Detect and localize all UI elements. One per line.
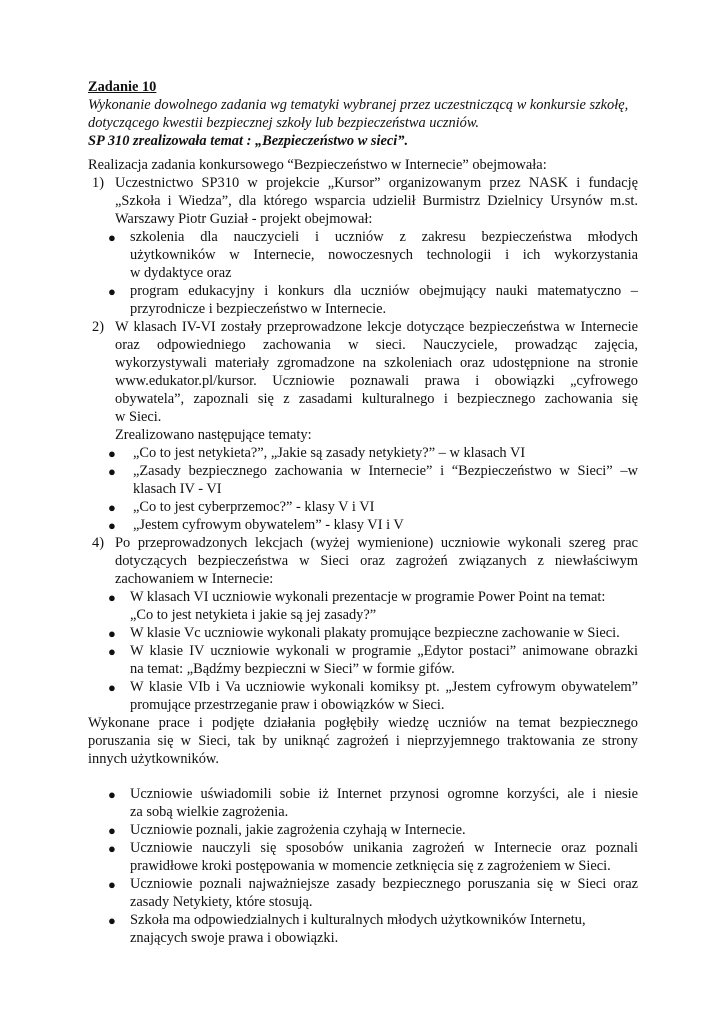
list-item: W klasie VIb i Va uczniowie wykonali komiksy pt. „Jestem cyfrowym obywatelem” xyxy=(130,679,638,695)
item2-line: wykorzystywali materiały zgromadzone na szkoleniach oraz udostępnione na stronie xyxy=(115,355,638,371)
list-number: 1) xyxy=(92,175,104,191)
list-item: w dydaktyce oraz xyxy=(130,265,232,281)
item4-line: zachowaniem w Internecie: xyxy=(115,571,274,587)
list-item: W klasie Vc uczniowie wykonali plakaty promujące bezpieczne zachowanie w Sieci. xyxy=(130,625,620,641)
item2-line: Zrealizowano następujące tematy: xyxy=(115,427,312,443)
bullet-icon: ● xyxy=(108,230,116,245)
bullet-icon: ● xyxy=(108,464,116,479)
outcome-item: Uczniowie poznali, jakie zagrożenia czyhają w Internecie. xyxy=(130,822,466,838)
list-item: na temat: „Bądźmy bezpieczni w Sieci” w formie gifów. xyxy=(130,661,455,677)
outcome-item: za sobą wielkie zagrożenia. xyxy=(130,804,289,820)
item2-line: W klasach IV-VI zostały przeprowadzone lekcje dotyczące bezpieczeństwa w Internecie xyxy=(115,319,638,335)
item4-line: Po przeprowadzonych lekcjach (wyżej wymienione) uczniowie wykonali szereg prac xyxy=(115,535,638,551)
item2-line: www.edukator.pl/kursor. Uczniowie poznawali prawa i obowiązki „cyfrowego xyxy=(115,373,638,389)
outcome-item: zasady Netykiety, które stosują. xyxy=(130,894,313,910)
item1-line: Warszawy Piotr Guział - projekt obejmował: xyxy=(115,211,373,227)
item1-line: „Szkoła i Wiedza”, dla którego wsparcia udzielił Burmistrz Dzielnicy Ursynów m.st. xyxy=(115,193,638,209)
outcome-item: znających swoje prawa i obowiązki. xyxy=(130,930,339,946)
bullet-icon: ● xyxy=(108,680,116,695)
item4-line: dotyczących bezpieczeństwa w Sieci oraz zagrożeń związanych z niewłaściwym xyxy=(115,553,638,569)
list-item: promujące przestrzeganie praw i obowiązków w Sieci. xyxy=(130,697,445,713)
outcome-item: Uczniowie nauczyli się sposobów unikania zagrożeń w Internecie oraz poznali xyxy=(130,840,638,856)
item2-line: oraz odpowiedniego zachowania w sieci. Nauczyciele, prowadząc zajęcia, xyxy=(115,337,638,353)
bullet-icon: ● xyxy=(108,823,116,838)
outcome-item: prawidłowe kroki postępowania w momencie zetknięcia się z zagrożeniem w Sieci. xyxy=(130,858,611,874)
bullet-icon: ● xyxy=(108,626,116,641)
list-item: przyrodnicze i bezpieczeństwo w Internecie. xyxy=(130,301,387,317)
bullet-icon: ● xyxy=(108,841,116,856)
item1-line: Uczestnictwo SP310 w projekcie „Kursor” organizowanym przez NASK i fundację xyxy=(115,175,638,191)
list-item: klasach IV - VI xyxy=(133,481,222,497)
bullet-icon: ● xyxy=(108,446,116,461)
outcome-item: Uczniowie poznali najważniejsze zasady bezpiecznego poruszania się w Sieci oraz xyxy=(130,876,638,892)
item2-line: obywatela”, zapoznali się z zasadami kulturalnego i bezpiecznego zachowania się xyxy=(115,391,638,407)
list-item: „Co to jest netykieta i jakie są jej zasady?” xyxy=(130,607,377,623)
bullet-icon: ● xyxy=(108,284,116,299)
task-description-line: dotyczącego kwestii bezpiecznej szkoły lub bezpieczeństwa uczniów. xyxy=(88,115,479,131)
list-item: W klasie IV uczniowie wykonali w programie „Edytor postaci” animowane obrazki xyxy=(130,643,638,659)
summary-line: innych użytkowników. xyxy=(88,751,219,767)
summary-line: Wykonane prace i podjęte działania pogłębiły wiedzę uczniów na temat bezpiecznego xyxy=(88,715,638,731)
chosen-topic: SP 310 zrealizowała temat : „Bezpieczeństwo w sieci”. xyxy=(88,133,409,149)
bullet-icon: ● xyxy=(108,913,116,928)
list-number: 4) xyxy=(92,535,104,551)
outcome-item: Uczniowie uświadomili sobie iż Internet przynosi ogromne korzyści, ale i niesie xyxy=(130,786,638,802)
list-item: szkolenia dla nauczycieli i uczniów z zakresu bezpieczeństwa młodych xyxy=(130,229,638,245)
item2-line: w Sieci. xyxy=(115,409,162,425)
list-item: W klasach VI uczniowie wykonali prezentacje w programie Power Point na temat: xyxy=(130,589,606,605)
bullet-icon: ● xyxy=(108,877,116,892)
outcome-item: Szkoła ma odpowiedzialnych i kulturalnych młodych użytkowników Internetu, xyxy=(130,912,586,928)
bullet-icon: ● xyxy=(108,787,116,802)
bullet-icon: ● xyxy=(108,590,116,605)
list-item: „Jestem cyfrowym obywatelem” - klasy VI i V xyxy=(133,517,404,533)
realization-heading: Realizacja zadania konkursowego “Bezpieczeństwo w Internecie” obejmowała: xyxy=(88,157,547,173)
list-item: „Zasady bezpiecznego zachowania w Internecie” i “Bezpieczeństwo w Sieci” –w xyxy=(133,463,638,479)
bullet-icon: ● xyxy=(108,644,116,659)
list-item: użytkowników w Internecie, nowoczesnych technologii i ich wykorzystania xyxy=(130,247,638,263)
document-title: Zadanie 10 xyxy=(88,79,157,95)
list-item: program edukacyjny i konkurs dla uczniów obejmujący nauki matematyczno – xyxy=(130,283,638,299)
task-description-line: Wykonanie dowolnego zadania wg tematyki wybranej przez uczestniczącą w konkursie szkołę, xyxy=(88,97,629,113)
bullet-icon: ● xyxy=(108,518,116,533)
list-item: „Co to jest netykieta?”, „Jakie są zasady netykiety?” – w klasach VI xyxy=(133,445,526,461)
list-item: „Co to jest cyberprzemoc?” - klasy V i VI xyxy=(133,499,375,515)
bullet-icon: ● xyxy=(108,500,116,515)
list-number: 2) xyxy=(92,319,104,335)
summary-line: poruszania się w Sieci, tak by uniknąć zagrożeń i nieprzyjemnego traktowania ze strony xyxy=(88,733,638,749)
